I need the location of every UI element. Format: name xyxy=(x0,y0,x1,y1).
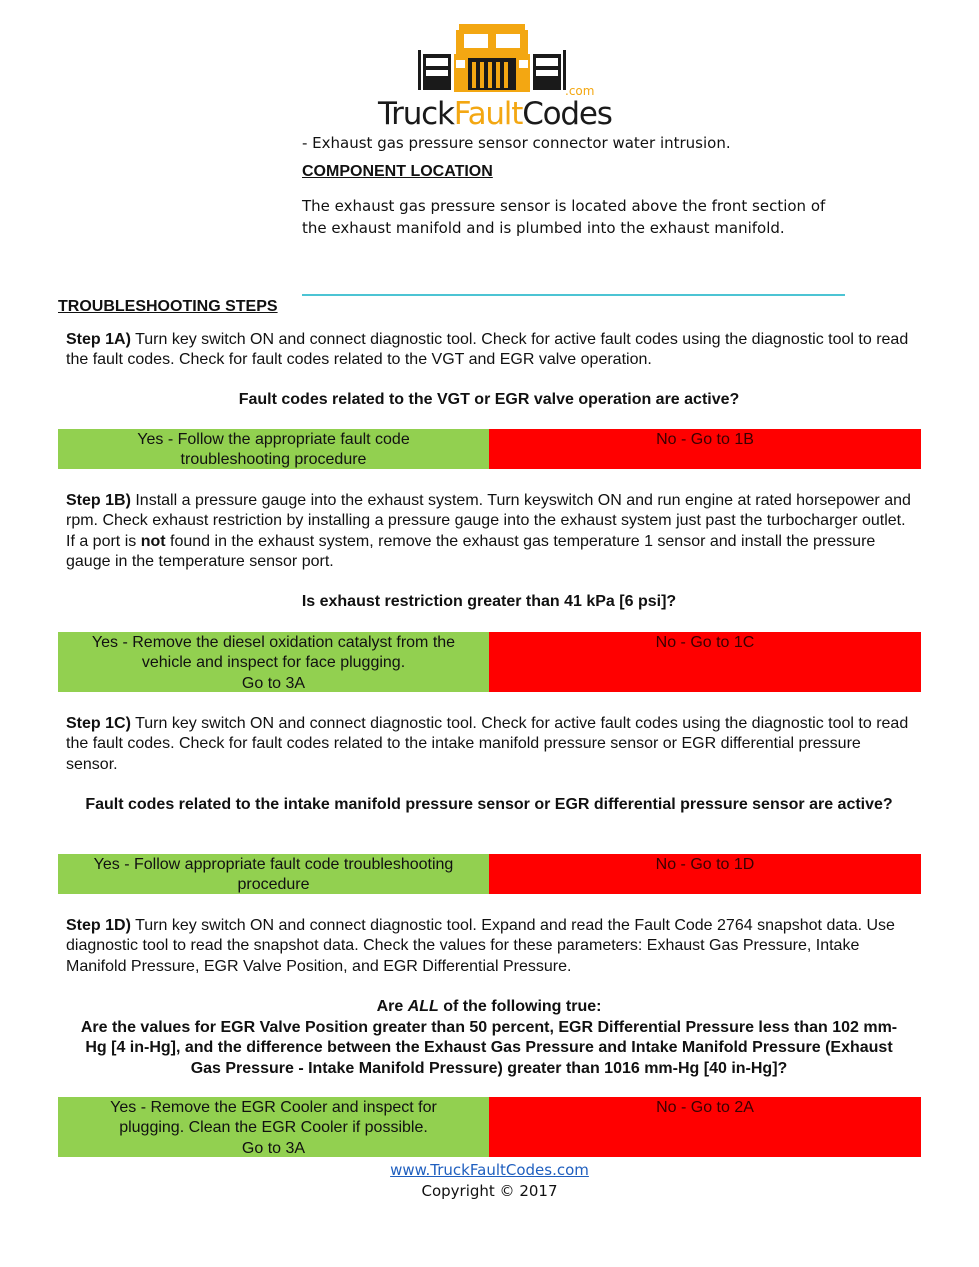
component-location-text: The exhaust gas pressure sensor is located above the front section of the exhaust manifold and is plumbed into the exhaust manifold. xyxy=(302,197,826,237)
step-1d-question-lead xyxy=(58,997,920,1018)
step-1d-question-body: Are the values for EGR Valve Position greater than 50 percent, EGR Differential Pressure less than 102 mm-Hg [4 in-Hg], and the difference between the Exhaust Gas Pressure and Intake Manifold Pressure (Exhaust Gas Pressure - Intake Manifold Pressure) greater than 1016 mm-Hg [40 in-Hg]? xyxy=(80,1018,898,1077)
step-1b-paragraph xyxy=(66,491,916,572)
step-1b-question: Is exhaust restriction greater than 41 kPa [6 psi]? xyxy=(301,593,677,610)
footer-copyright: Copyright © 2017 xyxy=(421,1182,558,1200)
logo-word-codes: Codes xyxy=(522,96,612,132)
step-1c-answer-row xyxy=(58,854,921,894)
step-1c-question: Fault codes related to the intake manifold pressure sensor or EGR differential pressure sensor are active? xyxy=(85,796,893,813)
step-1d-label: Step 1D) xyxy=(66,917,131,934)
step-1d-no-cell: No - Go to 2A xyxy=(489,1097,921,1157)
step-1b-yes-line1: Yes - Remove the diesel oxidation catalyst from the vehicle and inspect for face plugging. xyxy=(91,634,456,672)
step-1b-yes-line2: Go to 3A xyxy=(241,674,306,692)
truck-grille-icon xyxy=(414,20,570,94)
step-1d-answer-row xyxy=(58,1097,921,1157)
step-1b-yes-cell xyxy=(58,632,489,692)
step-1a-label: Step 1A) xyxy=(66,331,131,348)
step-1d-text: Turn key switch ON and connect diagnostic tool. Expand and read the Fault Code 2764 snapshot data. Use diagnostic tool to read the snapshot data. Check the values for these parameters: Exhaust Gas Pressure, Intake Manifold Pressure, EGR Valve Position, and EGR Differential Pressure. xyxy=(66,917,895,975)
step-1c-label: Step 1C) xyxy=(66,715,131,732)
step-1c-yes-cell: Yes - Follow appropriate fault code troubleshooting procedure xyxy=(58,854,489,894)
step-1d-yes-cell xyxy=(58,1097,489,1157)
step-1c-no-cell: No - Go to 1D xyxy=(489,854,921,894)
step-1d-yes-line1: Yes - Remove the EGR Cooler and inspect for plugging. Clean the EGR Cooler if possible. xyxy=(110,1099,437,1137)
step-1b-answer-row xyxy=(58,632,921,692)
logo-wordmark xyxy=(378,96,612,132)
step-1b-text-after: found in the exhaust system, remove the exhaust gas temperature 1 sensor and install the pressure gauge in the temperature sensor port. xyxy=(66,532,876,570)
step-1a-paragraph xyxy=(66,330,916,371)
step-1d-question xyxy=(58,997,920,1079)
step-1a-question: Fault codes related to the VGT or EGR valve operation are active? xyxy=(238,391,740,408)
step-1a-no-cell: No - Go to 1B xyxy=(489,429,921,469)
step-1d-paragraph xyxy=(66,916,916,977)
step-1d-yes-line2: Go to 3A xyxy=(241,1139,306,1157)
step-1c-text: Turn key switch ON and connect diagnostic tool. Check for active fault codes using the diagnostic tool to read the fault codes. Check for fault codes related to the intake manifold pressure sensor or EGR differential pressure sensor. xyxy=(66,715,909,773)
logo-word-fault: Fault xyxy=(453,96,523,132)
section-divider xyxy=(302,294,845,296)
step-1d-question-post: of the following true: xyxy=(438,998,602,1015)
step-1b-text-before: Install a pressure gauge into the exhaust system. Turn keyswitch ON and run engine at rated horsepower and rpm. Check exhaust restriction by installing a pressure gauge into the exhaust system just past the turbocharger outlet. If a port is xyxy=(66,492,911,550)
step-1b-no-cell: No - Go to 1C xyxy=(489,632,921,692)
possible-cause-text: - Exhaust gas pressure sensor connector water intrusion. xyxy=(302,134,731,152)
component-location-title: COMPONENT LOCATION xyxy=(302,163,493,180)
step-1a-answer-row xyxy=(58,429,921,469)
step-1b-label: Step 1B) xyxy=(66,492,131,509)
logo-suffix: .com xyxy=(565,84,595,98)
step-1d-question-pre: Are xyxy=(376,998,408,1015)
step-1d-question-em: ALL xyxy=(407,998,439,1015)
troubleshooting-title: TROUBLESHOOTING STEPS xyxy=(58,298,278,315)
logo-word-truck: Truck xyxy=(378,96,454,132)
step-1c-paragraph xyxy=(66,714,916,775)
step-1a-yes-cell: Yes - Follow the appropriate fault code troubleshooting procedure xyxy=(58,429,489,469)
step-1a-text: Turn key switch ON and connect diagnostic tool. Check for active fault codes using the diagnostic tool to read the fault codes. Check for fault codes related to the VGT and EGR valve operation. xyxy=(66,331,909,369)
step-1b-text-bold: not xyxy=(140,532,166,550)
truckfaultcodes-logo xyxy=(378,20,612,132)
footer-website-link[interactable]: www.TruckFaultCodes.com xyxy=(390,1161,589,1179)
